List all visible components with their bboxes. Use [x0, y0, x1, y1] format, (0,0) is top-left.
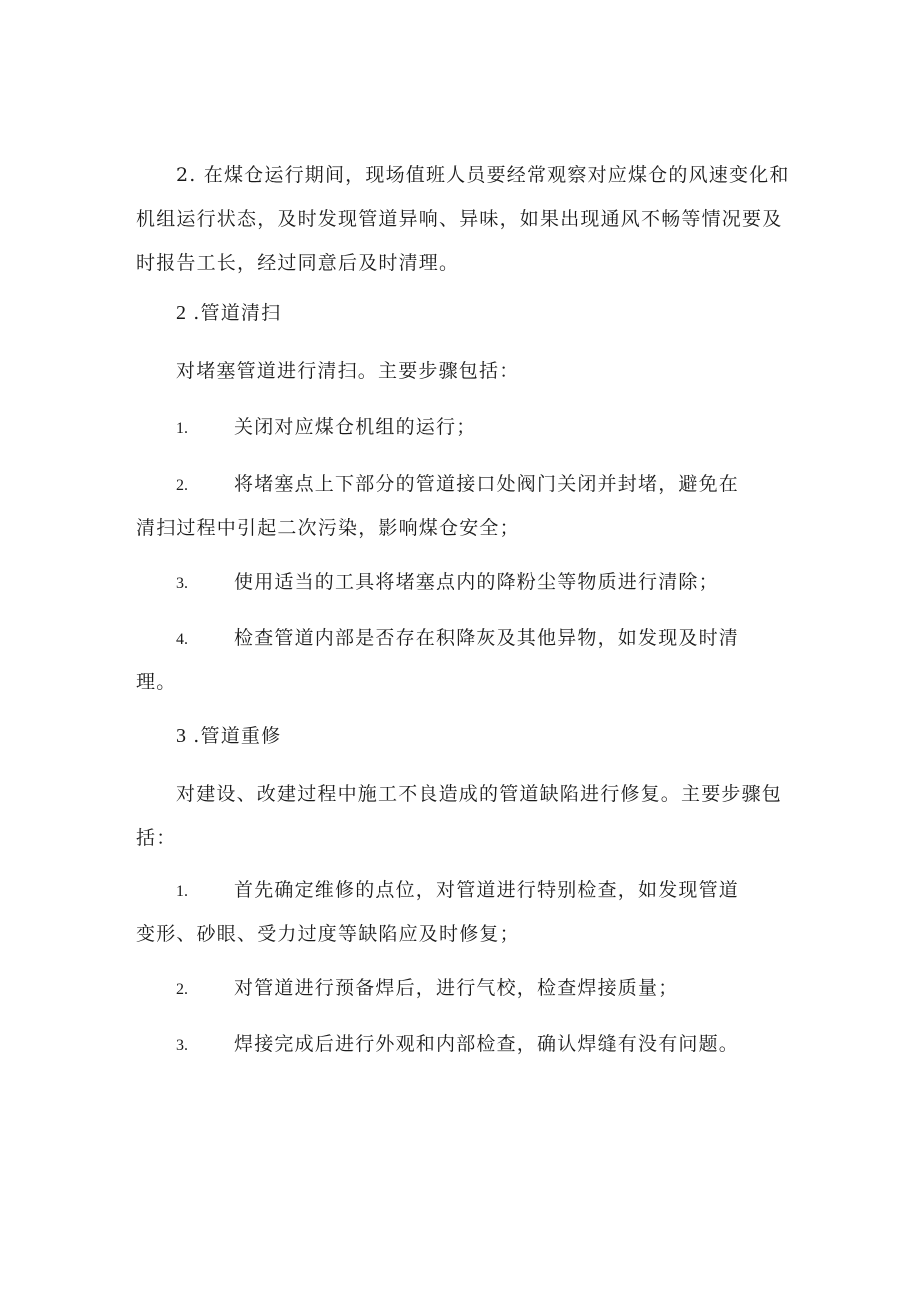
list-number: 3.: [176, 1037, 188, 1054]
list-text: 使用适当的工具将堵塞点内的降粉尘等物质进行清除；: [234, 571, 719, 593]
list-item: [136, 560, 796, 604]
paragraph-line: 时报告工长，经过同意后及时清理。: [136, 252, 460, 274]
list-number: 1.: [176, 883, 188, 900]
paragraph-line: 2. 在煤仓运行期间，现场值班人员要经常观察对应煤仓的风速变化和: [176, 164, 790, 186]
list-number: 4.: [176, 631, 188, 648]
paragraph-monitoring: [136, 153, 796, 285]
list-item: [136, 616, 796, 704]
section-heading-repair: [136, 714, 796, 758]
list-text: 关闭对应煤仓机组的运行；: [234, 416, 477, 438]
list-text: 变形、砂眼、受力过度等缺陷应及时修复；: [136, 923, 520, 945]
list-item: [136, 462, 796, 550]
intro-cleaning: [136, 349, 796, 393]
section-number: 2: [176, 302, 186, 324]
intro-repair: [136, 772, 796, 860]
list-text: 首先确定维修的点位，对管道进行特别检查，如发现管道: [234, 879, 740, 901]
list-text: 理。: [136, 671, 177, 693]
list-number: 2.: [176, 477, 188, 494]
list-text: 检查管道内部是否存在积降灰及其他异物，如发现及时清: [234, 627, 740, 649]
list-item: [136, 405, 796, 449]
section-heading-cleaning: [136, 291, 796, 335]
list-text: 对管道进行预备焊后，进行气校，检查焊接质量；: [234, 977, 679, 999]
list-text: 焊接完成后进行外观和内部检查，确认焊缝有没有问题。: [234, 1033, 740, 1055]
section-title: .管道清扫: [193, 302, 282, 324]
list-item: [136, 1022, 796, 1066]
section-number: 3: [176, 725, 186, 747]
list-number: 3.: [176, 575, 188, 592]
paragraph-line: 对堵塞管道进行清扫。主要步骤包括：: [176, 360, 520, 382]
paragraph-line: 括：: [136, 827, 177, 849]
list-number: 1.: [176, 420, 188, 437]
list-item: [136, 966, 796, 1010]
paragraph-line: 对建设、改建过程中施工不良造成的管道缺陷进行修复。主要步骤包: [176, 783, 783, 805]
paragraph-line: 机组运行状态，及时发现管道异响、异味，如果出现通风不畅等情况要及: [136, 208, 783, 230]
list-number: 2.: [176, 981, 188, 998]
section-title: .管道重修: [193, 725, 282, 747]
list-text: 清扫过程中引起二次污染，影响煤仓安全；: [136, 517, 520, 539]
list-text: 将堵塞点上下部分的管道接口处阀门关闭并封堵，避免在: [234, 473, 740, 495]
list-item: [136, 868, 796, 956]
